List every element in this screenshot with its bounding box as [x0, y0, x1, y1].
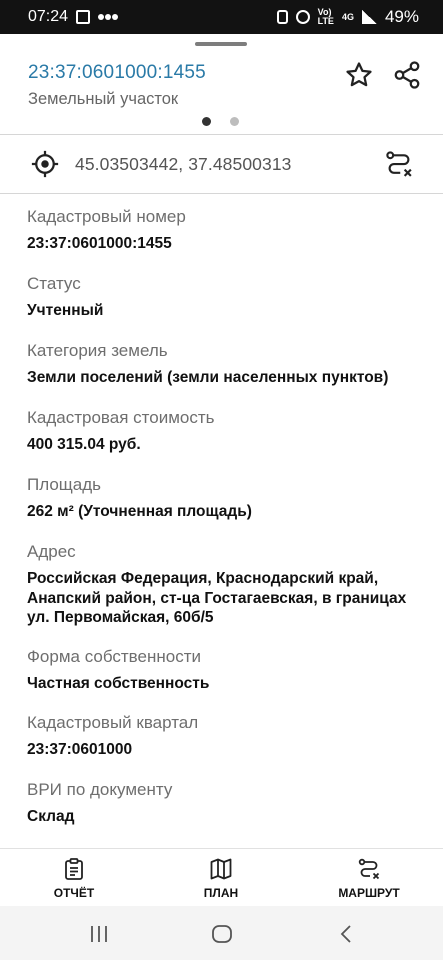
divider — [0, 193, 443, 194]
share-button[interactable] — [392, 60, 422, 90]
field-value-permitted-use: Склад — [27, 808, 75, 825]
field-label-cadastral-number: Кадастровый номер — [27, 207, 186, 226]
coordinates-value[interactable]: 45.03503442, 37.48500313 — [75, 154, 292, 174]
field-label-permitted-use: ВРИ по документу — [27, 780, 173, 799]
lte-label: LTE — [317, 16, 334, 26]
home-button[interactable] — [211, 923, 233, 945]
field-value-status: Учтенный — [27, 302, 104, 319]
sheet-drag-handle[interactable] — [195, 42, 247, 46]
coordinates-row — [0, 135, 443, 193]
volte-label: Vo) — [317, 7, 332, 17]
report-button[interactable] — [14, 849, 134, 907]
cadastral-id-title: 23:37:0601000:1455 — [28, 62, 206, 83]
clipboard-icon — [62, 857, 86, 881]
object-details-sheet — [0, 34, 443, 848]
route-x-icon — [384, 149, 414, 179]
status-right — [277, 7, 419, 27]
field-label-status: Статус — [27, 274, 81, 293]
bottom-action-bar — [0, 848, 443, 906]
plan-label: ПЛАН — [203, 886, 239, 900]
app-notification-icon — [98, 14, 118, 20]
favorite-button[interactable] — [344, 60, 374, 90]
field-value-cadastral-quarter: 23:37:0601000 — [27, 741, 133, 758]
recent-apps-button[interactable] — [88, 923, 110, 945]
route-cancel-button[interactable] — [384, 149, 414, 179]
status-time: 07:24 — [28, 8, 69, 25]
status-left — [28, 8, 118, 26]
field-value-cadastral-number: 23:37:0601000:1455 — [27, 235, 172, 252]
field-value-cadastral-value: 400 315.04 руб. — [27, 436, 141, 453]
page-dot[interactable] — [230, 117, 239, 126]
route-label: МАРШРУТ — [338, 886, 400, 900]
field-value-ownership: Частная собственность — [27, 675, 210, 692]
page-dot-active[interactable] — [202, 117, 211, 126]
field-value-area: 262 м² (Уточненная площадь) — [27, 503, 252, 520]
route-icon — [357, 857, 381, 881]
gallery-icon — [76, 10, 90, 24]
signal-icon — [362, 10, 377, 24]
target-icon — [30, 149, 60, 179]
field-label-address: Адрес — [27, 542, 76, 561]
location-button[interactable] — [30, 149, 60, 179]
field-value-address: Российская Федерация, Краснодарский край, Анапский район, ст-ца Гостагаевская, в границах ул. Первомайская, 60б/5 — [27, 570, 407, 626]
volte-indicator — [318, 8, 334, 26]
field-value-land-category: Земли поселений (земли населенных пунктов) — [27, 369, 389, 386]
page-indicator — [202, 117, 239, 126]
star-icon — [344, 60, 374, 90]
network-4g-label: 4G — [341, 11, 354, 22]
system-nav-bar — [0, 906, 443, 960]
field-label-ownership: Форма собственности — [27, 647, 201, 666]
share-icon — [392, 60, 422, 90]
plan-button[interactable] — [161, 849, 281, 907]
route-button[interactable] — [309, 849, 429, 907]
object-type-subtitle: Земельный участок — [28, 90, 179, 108]
back-icon — [336, 923, 358, 945]
field-label-cadastral-quarter: Кадастровый квартал — [27, 713, 199, 732]
battery-percent: 49% — [384, 7, 419, 26]
back-button[interactable] — [336, 923, 358, 945]
field-label-area: Площадь — [27, 475, 102, 494]
home-icon — [211, 923, 233, 945]
field-label-land-category: Категория земель — [27, 341, 168, 360]
battery-saver-icon — [277, 10, 288, 24]
alarm-icon — [296, 10, 310, 24]
field-label-cadastral-value: Кадастровая стоимость — [27, 408, 215, 427]
recent-apps-icon — [88, 923, 110, 945]
status-bar — [0, 0, 443, 34]
report-label: ОТЧЁТ — [53, 886, 95, 900]
map-icon — [209, 857, 233, 881]
